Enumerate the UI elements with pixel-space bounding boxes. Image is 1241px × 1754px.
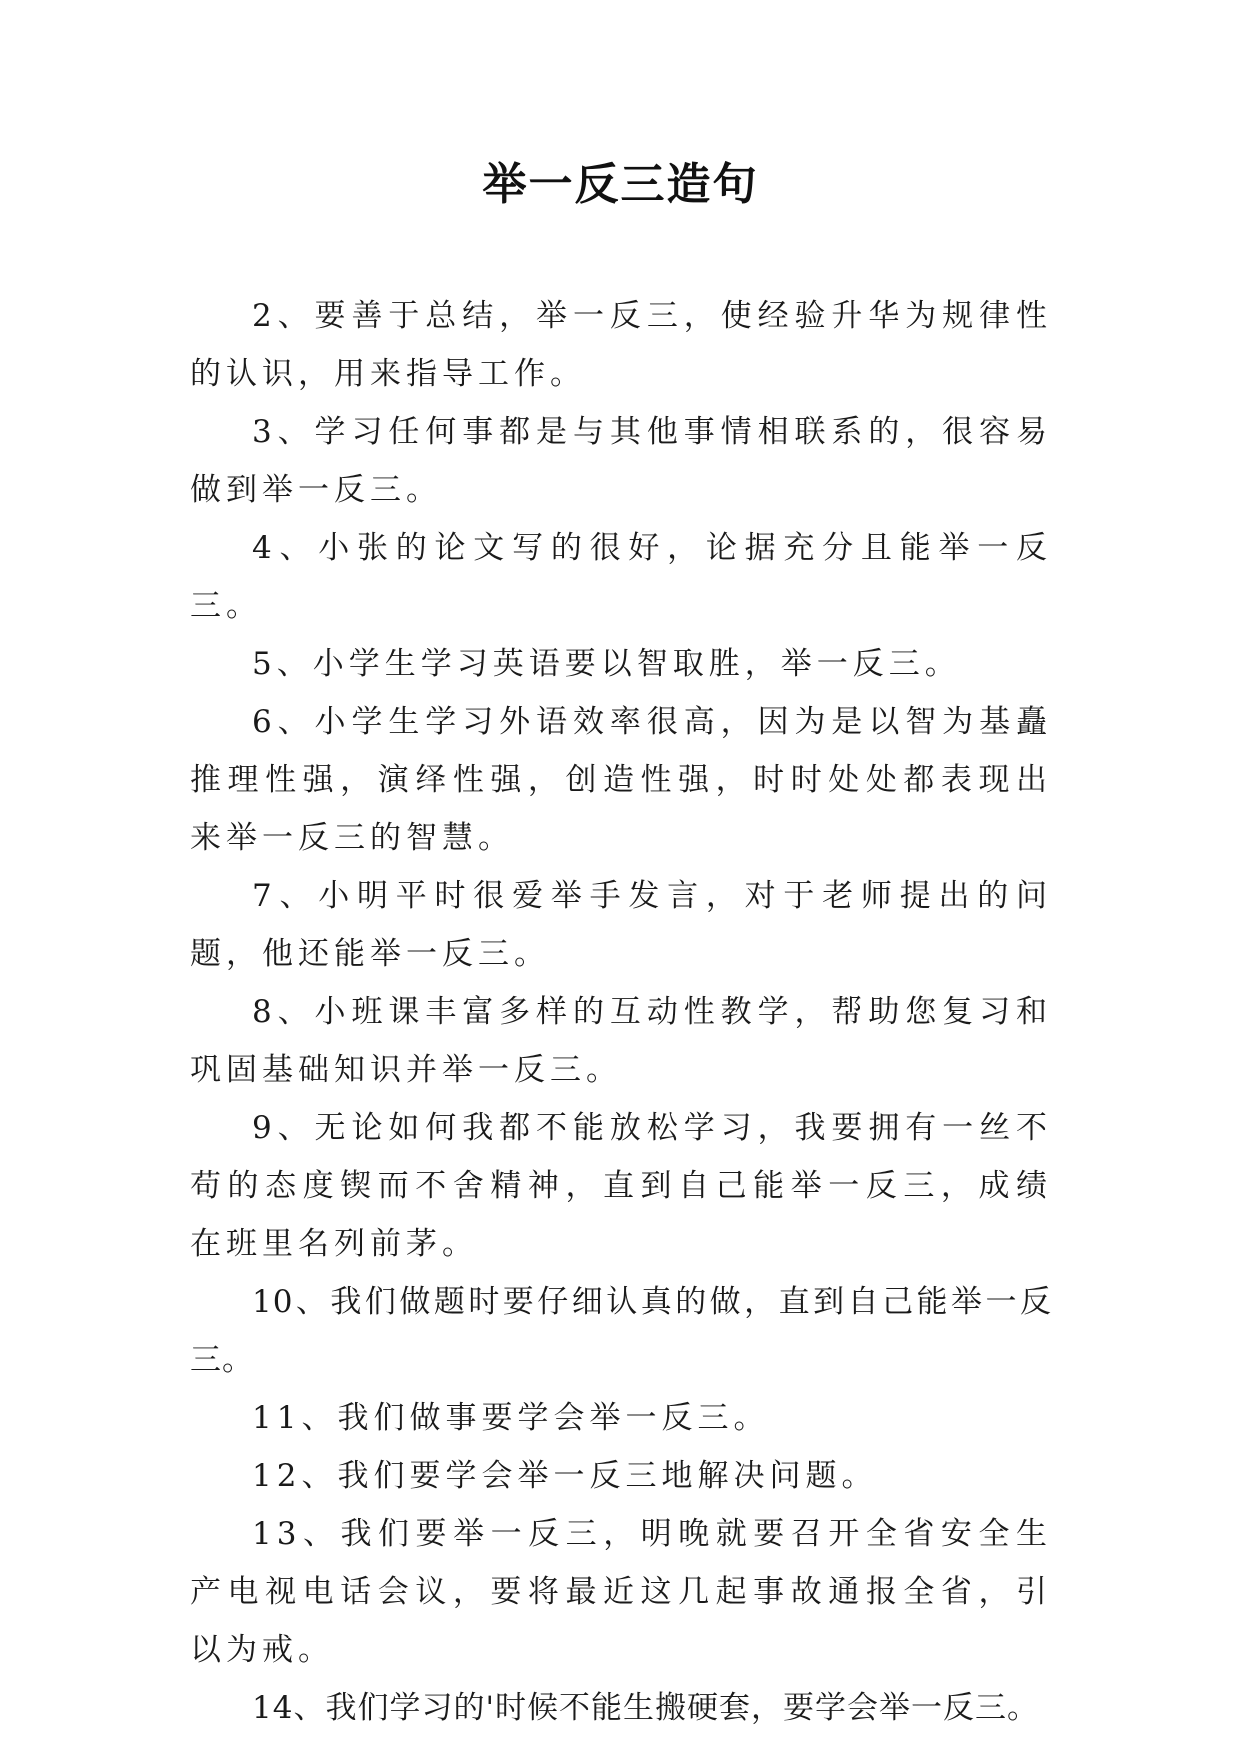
document-body <box>190 287 1052 1737</box>
paragraph-3: 3、学习任何事都是与其他事情相联系的，很容易做到举一反三。 <box>190 414 1052 508</box>
paragraph-14: 14、我们学习的'时候不能生搬硬套，要学会举一反三。 <box>252 1690 1039 1726</box>
paragraph-2: 2、要善于总结，举一反三，使经验升华为规律性的认识，用来指导工作。 <box>190 298 1052 392</box>
paragraph-8: 8、小班课丰富多样的互动性教学，帮助您复习和巩固基础知识并举一反三。 <box>190 994 1052 1088</box>
paragraph-10: 10、我们做题时要仔细认真的做，直到自己能举一反三。 <box>190 1284 1052 1378</box>
paragraph-11: 11、我们做事要学会举一反三。 <box>252 1400 770 1436</box>
paragraph-9: 9、无论如何我都不能放松学习，我要拥有一丝不苟的态度锲而不舍精神，直到自己能举一反三，成绩在班里名列前茅。 <box>190 1110 1052 1262</box>
paragraph-13: 13、我们要举一反三，明晚就要召开全省安全生产电视电话会议，要将最近这几起事故通报全省，引以为戒。 <box>190 1516 1052 1668</box>
paragraph-4: 4、小张的论文写的很好，论据充分且能举一反三。 <box>190 530 1052 624</box>
paragraph-12: 12、我们要学会举一反三地解决问题。 <box>252 1458 878 1494</box>
paragraph-5: 5、小学生学习英语要以智取胜，举一反三。 <box>252 646 961 682</box>
document-title: 举一反三造句 <box>482 159 759 210</box>
paragraph-7: 7、小明平时很爱举手发言，对于老师提出的问题，他还能举一反三。 <box>190 878 1052 972</box>
paragraph-6: 6、小学生学习外语效率很高，因为是以智为基矗推理性强，演绎性强，创造性强，时时处处都表现出来举一反三的智慧。 <box>190 704 1052 856</box>
